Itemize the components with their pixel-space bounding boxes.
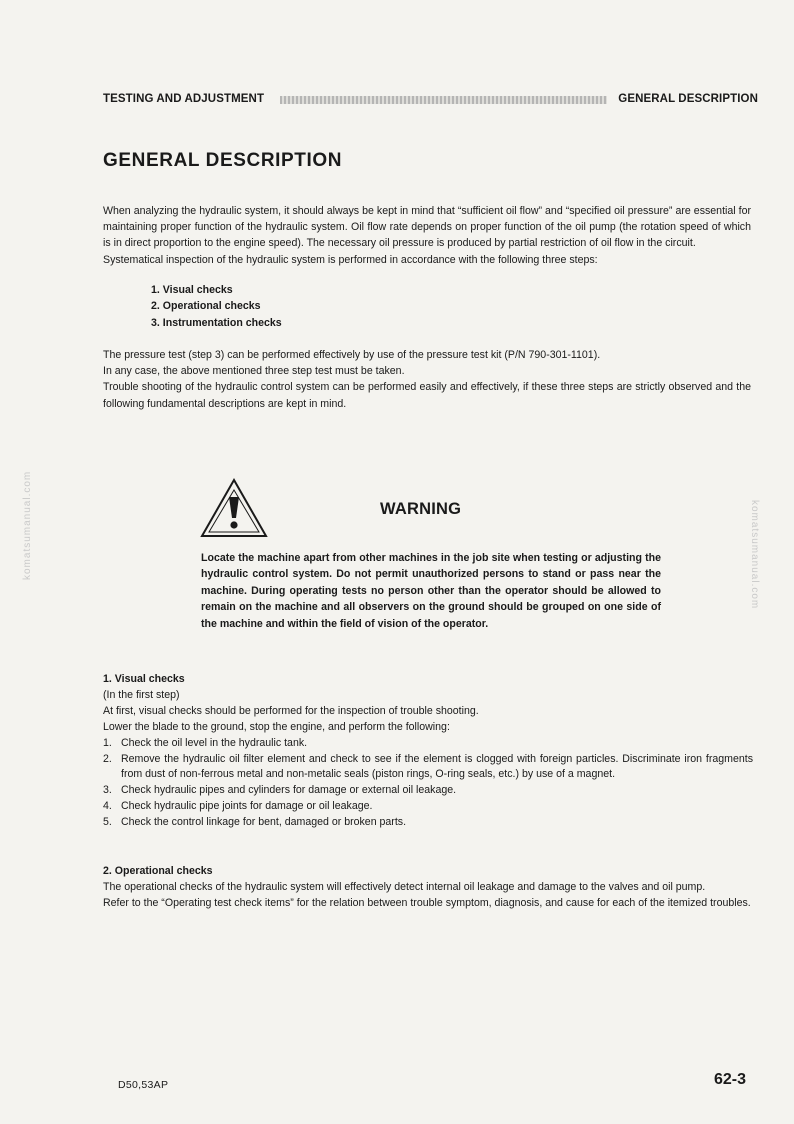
step-item: 3. Instrumentation checks — [151, 316, 282, 329]
intro-p4: In any case, the above mentioned three step test must be taken. — [103, 365, 405, 378]
visual-checks-subheading: (In the first step) — [103, 688, 180, 701]
steps-list — [151, 282, 282, 331]
header-rule — [280, 96, 607, 104]
operational-checks-heading: 2. Operational checks — [103, 865, 213, 877]
watermark-left: komatsumanual.com — [22, 470, 33, 580]
intro-paragraph — [103, 203, 751, 268]
list-item-text: Check hydraulic pipes and cylinders for damage or external oil leakage. — [121, 784, 457, 797]
footer-page-number: 62-3 — [714, 1071, 747, 1088]
footer-model-number: D50,53AP — [118, 1079, 169, 1091]
page-header — [103, 93, 758, 109]
list-item — [103, 815, 753, 831]
visual-checks-section — [103, 672, 753, 831]
step-item: 2. Operational checks — [151, 300, 261, 313]
intro-p1: When analyzing the hydraulic system, it should always be kept in mind that “sufficient oil flow” and “specified oil pressure” are essential for maintaining proper function of the hydraulic system. Oil flow rate depends on proper function of the oil pump (the rotation speed of which is in direct proportion to the engine speed). The necessary oil pressure is produced by partial restriction of oil flow in the circuit. — [103, 205, 751, 250]
header-section-right: GENERAL DESCRIPTION — [618, 93, 758, 105]
header-section-left: TESTING AND ADJUSTMENT — [103, 93, 265, 105]
watermark-right: komatsumanual.com — [749, 500, 760, 610]
list-item-text: Remove the hydraulic oil filter element and check to see if the element is clogged with foreign particles. Discriminate iron fragments from dust of non-ferrous metal and non-metalic seals (piston rings, O-ring seals, etc.) by use of a magnet. — [121, 752, 753, 781]
page-title: GENERAL DESCRIPTION — [103, 150, 343, 171]
list-item-number: 3. — [103, 784, 112, 797]
list-item — [103, 752, 753, 784]
operational-checks-section — [103, 864, 753, 912]
intro-p5: Trouble shooting of the hydraulic control system can be performed easily and effectively, if these three steps are strictly observed and the following fundamental descriptions are kept in mind. — [103, 381, 751, 410]
list-item-number: 4. — [103, 800, 112, 813]
intro-paragraph-2 — [103, 347, 751, 412]
intro-p2: Systematical inspection of the hydraulic system is performed in accordance with the following three steps: — [103, 253, 598, 266]
list-item — [103, 783, 753, 799]
list-item-number: 1. — [103, 736, 112, 749]
operational-checks-line: Refer to the “Operating test check items” for the relation between trouble symptom, diagnosis, and cause for each of the itemized troubles. — [103, 896, 751, 909]
warning-text: Locate the machine apart from other machines in the job site when testing or adjusting the hydraulic control system. Do not permit unauthorized persons to stand or pass near the machine. During operating tests no person other than the operator should be allowed to remain on the machine and all observers on the ground should be grouped on one side of the machine and within the field of vision of the operator. — [201, 552, 661, 630]
step-item: 1. Visual checks — [151, 284, 233, 296]
visual-checks-line: Lower the blade to the ground, stop the engine, and perform the following: — [103, 720, 450, 733]
list-item — [103, 799, 753, 815]
visual-checks-heading: 1. Visual checks — [103, 673, 185, 685]
warning-title: WARNING — [380, 500, 462, 518]
list-item-text: Check hydraulic pipe joints for damage or oil leakage. — [121, 800, 373, 813]
operational-checks-line: The operational checks of the hydraulic system will effectively detect internal oil leakage and damage to the valves and oil pump. — [103, 880, 706, 893]
visual-checks-line: At first, visual checks should be performed for the inspection of trouble shooting. — [103, 704, 479, 717]
list-item-text: Check the control linkage for bent, damaged or broken parts. — [121, 816, 407, 829]
list-item — [103, 736, 753, 752]
list-item-number: 2. — [103, 752, 112, 765]
list-item-text: Check the oil level in the hydraulic tank. — [121, 736, 308, 749]
warning-triangle-icon — [199, 477, 269, 539]
list-item-number: 5. — [103, 816, 112, 829]
intro-p3: The pressure test (step 3) can be performed effectively by use of the pressure test kit (P/N 790-301-1101). — [103, 349, 601, 361]
